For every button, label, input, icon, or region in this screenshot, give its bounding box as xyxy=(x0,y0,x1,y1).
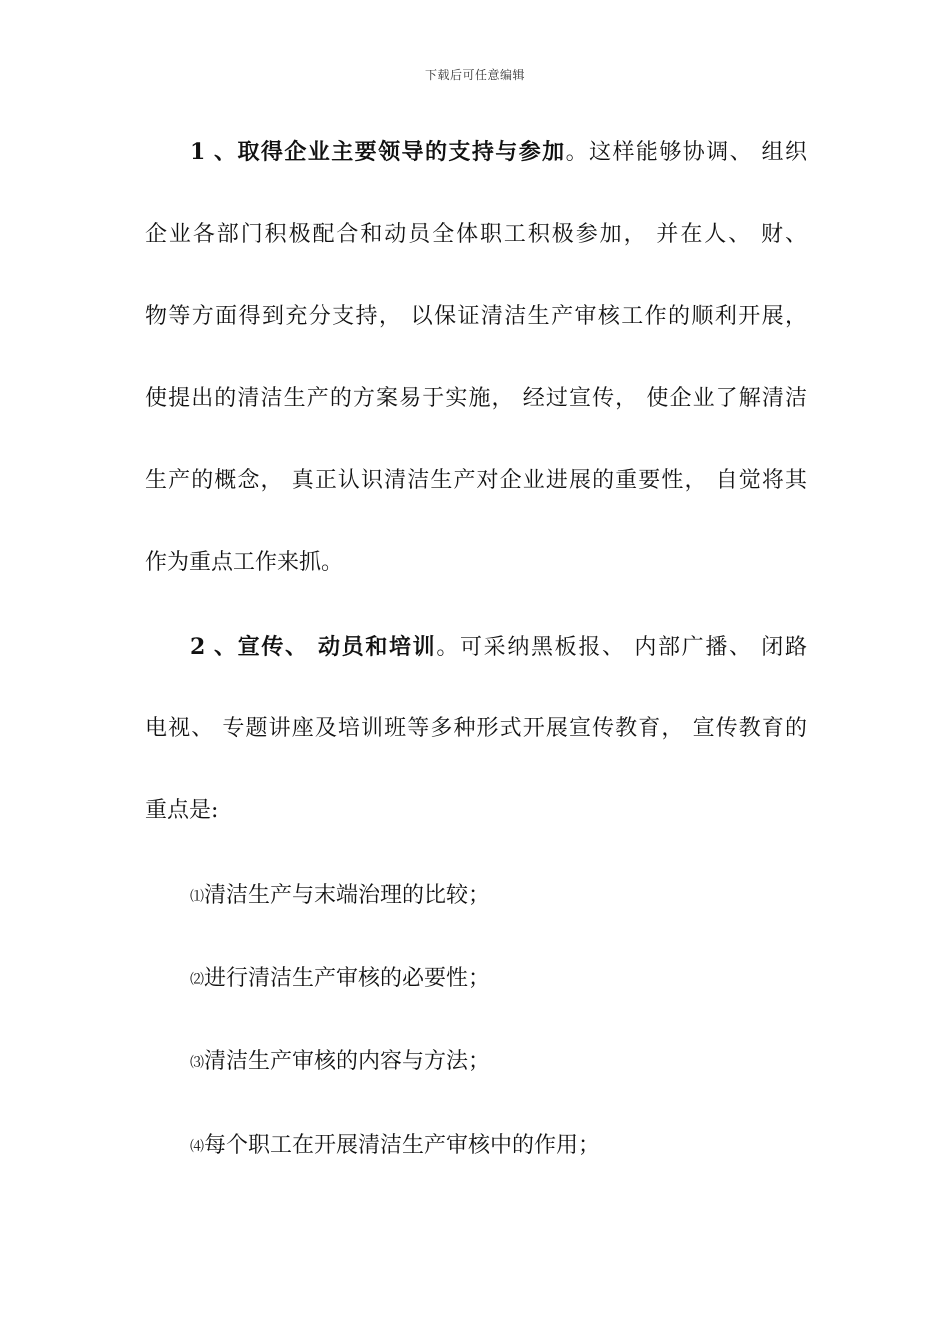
list-item xyxy=(190,881,790,912)
section1-line: 使提出的清洁生产的方案易于实施， 经过宣传， 使企业了解清洁 xyxy=(145,386,807,411)
list-marker: ⑷ xyxy=(190,1139,204,1155)
list-item xyxy=(190,1047,790,1078)
section2-title: 宣传、 动员和培训 xyxy=(236,634,437,660)
section2-line: 电视、 专题讲座及培训班等多种形式开展宣传教育， 宣传教育的 xyxy=(145,716,807,741)
list-text: 清洁生产与末端治理的比较； xyxy=(204,883,491,908)
section2-line: 重点是: xyxy=(145,798,219,823)
page-header: 下载后可任意编辑 xyxy=(424,68,525,82)
list-marker: ⑵ xyxy=(190,972,204,988)
list-marker: ⑴ xyxy=(190,889,204,905)
section2-number: 2、 xyxy=(190,634,236,660)
section1-title: 取得企业主要领导的支持与参加 xyxy=(236,139,566,165)
section1-line: 作为重点工作来抓。 xyxy=(145,550,344,575)
section2-first-line xyxy=(190,632,807,663)
section2-first-rest: 。可采纳黑板报、 内部广播、 闭路 xyxy=(436,635,807,660)
list-item xyxy=(190,1131,790,1162)
section1-number: 1、 xyxy=(190,139,236,165)
section1-first-rest: 。这样能够协调、 组织 xyxy=(565,140,807,165)
list-item xyxy=(190,964,790,995)
section1-first-line xyxy=(190,137,807,168)
section1-line: 物等方面得到充分支持， 以保证清洁生产审核工作的顺利开展， xyxy=(145,304,807,329)
section1-line: 企业各部门积极配合和动员全体职工积极参加， 并在人、 财、 xyxy=(145,222,807,247)
list-marker: ⑶ xyxy=(190,1055,204,1071)
section1-line: 生产的概念， 真正认识清洁生产对企业进展的重要性， 自觉将其 xyxy=(145,468,807,493)
list-text: 每个职工在开展清洁生产审核中的作用； xyxy=(204,1133,601,1158)
list-text: 清洁生产审核的内容与方法； xyxy=(204,1049,491,1074)
list-text: 进行清洁生产审核的必要性； xyxy=(204,966,491,991)
